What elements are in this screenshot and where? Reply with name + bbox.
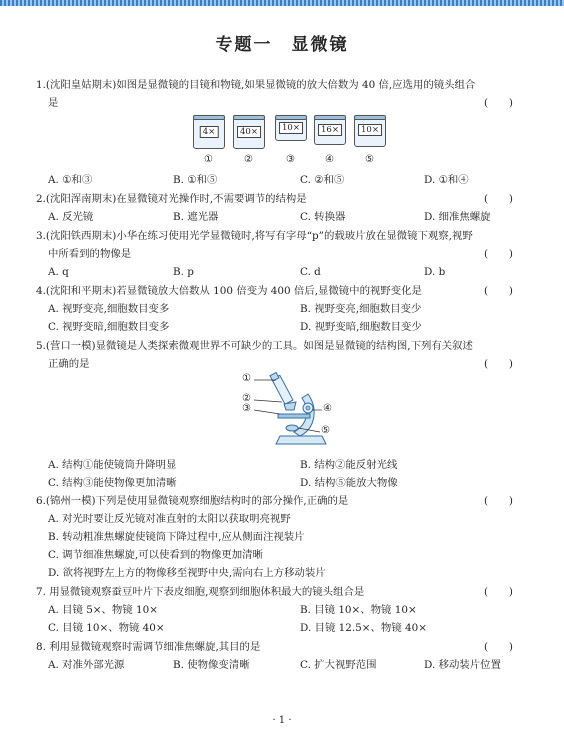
q4-answer-blank: ( )	[484, 285, 513, 297]
lens-5-number: ⑤	[365, 154, 374, 165]
q5-option-b: B. 结构②能反射光线	[300, 459, 398, 471]
lens-4-number: ④	[325, 154, 334, 165]
microscope-label-4: ④	[323, 403, 332, 414]
q8-option-c: C. 扩大视野范围	[300, 659, 377, 671]
q2-text: 2.(沈阳浑南期末)在显微镜对光操作时,不需要调节的结构是	[36, 193, 307, 205]
q5-text-line-1: 5.(营口一模)显微镜是人类探索微观世界不可缺少的工具。如图是显微镜的结构图,下列有关叙述	[36, 340, 473, 352]
q5-option-a: A. 结构①能使镜筒升降明显	[48, 459, 177, 471]
microscope-label-2: ②	[242, 393, 251, 404]
q5-option-c: C. 结构③能使物像更加清晰	[48, 477, 177, 489]
q3-option-a: A. q	[48, 266, 69, 278]
q1-option-a: A. ①和③	[48, 174, 93, 186]
page-number: · 1 ·	[272, 715, 292, 726]
q6-text: 6.(锦州一模)下列是使用显微镜观察细胞结构时的部分操作,正确的是	[36, 495, 349, 507]
q2-option-d: D. 细准焦螺旋	[424, 211, 491, 223]
q5-answer-blank: ( )	[484, 358, 513, 370]
q6-option-d: D. 欲将视野左上方的物像移至视野中央,需向右上方移动装片	[48, 567, 326, 579]
q4-option-d: D. 视野变暗,细胞数目变少	[300, 321, 422, 333]
q2-option-c: C. 转换器	[300, 211, 346, 223]
q1-text-line-1: 1.(沈阳皇姑期末)如图是显微镜的目镜和物镜,如果显微镜的放大倍数为 40 倍,应选用的镜头组合	[36, 79, 476, 91]
lens-3-number: ③	[286, 154, 295, 165]
q1-text-line-2: 是	[48, 97, 59, 109]
q1-answer-blank: ( )	[484, 97, 513, 109]
q2-option-b: B. 遮光器	[173, 211, 219, 223]
q8-option-b: B. 使物像变清晰	[173, 659, 250, 671]
microscope-label-3: ③	[242, 403, 251, 414]
lens-4: 16×	[314, 117, 346, 145]
lens-2: 40×	[233, 117, 265, 149]
microscope-figure	[238, 372, 338, 452]
q3-option-d: D. b	[424, 266, 446, 278]
q8-option-a: A. 对准外部光源	[48, 659, 125, 671]
q7-option-d: D. 目镜 12.5×、物镜 40×	[300, 622, 427, 634]
q7-option-a: A. 目镜 5×、物镜 10×	[48, 604, 158, 616]
q8-answer-blank: ( )	[484, 641, 513, 653]
q3-option-b: B. p	[173, 266, 194, 278]
q7-option-c: C. 目镜 10×、物镜 40×	[48, 622, 165, 634]
page-title: 专题一 显微镜	[215, 35, 349, 55]
q2-option-a: A. 反光镜	[48, 211, 94, 223]
q6-answer-blank: ( )	[484, 495, 513, 507]
q4-option-b: B. 视野变亮,细胞数目变少	[300, 303, 422, 315]
q5-text-line-2: 正确的是	[48, 358, 90, 370]
q7-option-b: B. 目镜 10×、物镜 10×	[300, 604, 417, 616]
q6-option-c: C. 调节细准焦螺旋,可以使看到的物像更加清晰	[48, 549, 263, 561]
q4-option-c: C. 视野变暗,细胞数目变多	[48, 321, 170, 333]
lens-2-number: ②	[244, 154, 253, 165]
microscope-label-5: ⑤	[321, 425, 330, 436]
q3-answer-blank: ( )	[484, 248, 513, 260]
q7-text: 7. 用显微镜观察蚕豆叶片下表皮细胞,观察到细胞体积最大的镜头组合是	[36, 586, 365, 598]
microscope-label-1: ①	[242, 373, 251, 384]
q6-option-a: A. 对光时要让反光镜对准直射的太阳以获取明亮视野	[48, 513, 291, 525]
q1-option-c: C. ②和⑤	[300, 174, 345, 186]
lens-5: 10×	[354, 117, 386, 147]
top-border	[0, 0, 564, 6]
q5-option-d: D. 结构⑤能放大物像	[300, 477, 398, 489]
q4-option-a: A. 视野变亮,细胞数目变多	[48, 303, 170, 315]
q7-answer-blank: ( )	[484, 586, 513, 598]
q1-option-d: D. ①和④	[424, 174, 469, 186]
q6-option-b: B. 转动粗准焦螺旋使镜筒下降过程中,应从侧面注视装片	[48, 531, 305, 543]
q3-text-line-2: 中所看到的物像是	[48, 248, 132, 260]
q8-text: 8. 利用显微镜观察时需调节细准焦螺旋,其目的是	[36, 641, 261, 653]
lens-1-number: ①	[204, 154, 213, 165]
lens-1: 4×	[193, 117, 225, 149]
lens-3: 10×	[275, 117, 307, 141]
q3-option-c: C. d	[300, 266, 321, 278]
q2-answer-blank: ( )	[484, 193, 513, 205]
q8-option-d: D. 移动装片位置	[424, 659, 501, 671]
q1-option-b: B. ①和⑤	[173, 174, 218, 186]
q4-text: 4.(沈阳和平期末)若显微镜放大倍数从 100 倍变为 400 倍后,显微镜中的视野变化是	[36, 285, 422, 297]
q3-text-line-1: 3.(沈阳铁西期末)小华在练习使用光学显微镜时,将写有字母“p”的载玻片放在显微镜下观察,视野	[36, 230, 473, 242]
